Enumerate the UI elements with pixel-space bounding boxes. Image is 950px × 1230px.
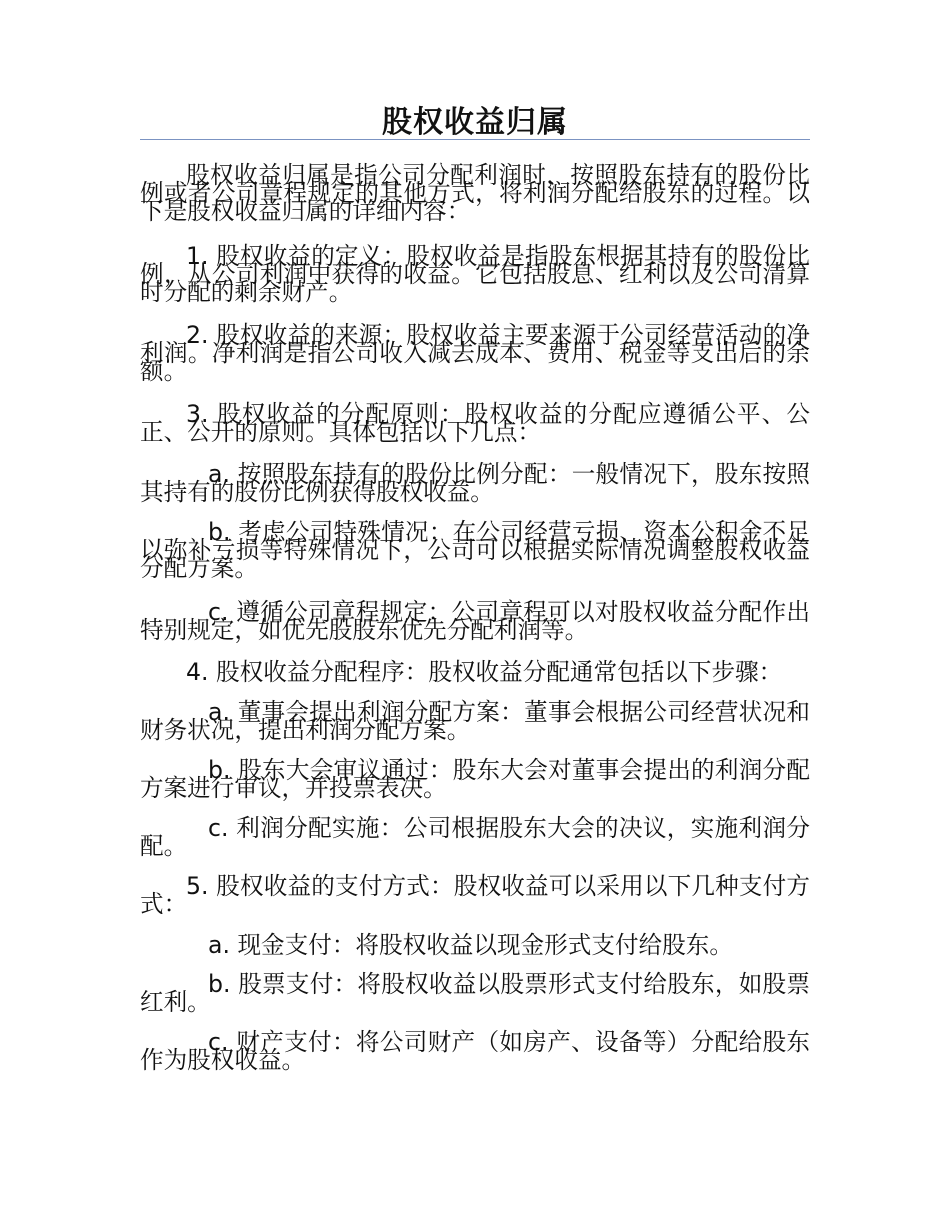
paragraph-principles: 3. 股权收益的分配原则：股权收益的分配应遵循公平、公正、公开的原则。具体包括以下几点： xyxy=(140,400,810,446)
paragraph-procedure: 4. 股权收益分配程序：股权收益分配通常包括以下步骤： xyxy=(186,658,783,686)
title-underline xyxy=(140,139,810,140)
paragraph-payment: 5. 股权收益的支付方式：股权收益可以采用以下几种支付方式： xyxy=(140,872,810,918)
paragraph-principle-c: c. 遵循公司章程规定：公司章程可以对股权收益分配作出特别规定，如优先股股东优先分配利润等。 xyxy=(140,598,810,644)
paragraph-source: 2. 股权收益的来源：股权收益主要来源于公司经营活动的净利润。净利润是指公司收入减去成本、费用、税金等支出后的余额。 xyxy=(140,321,810,385)
paragraph-procedure-c: c. 利润分配实施：公司根据股东大会的决议，实施利润分配。 xyxy=(140,814,810,860)
paragraph-procedure-b: b. 股东大会审议通过：股东大会对董事会提出的利润分配方案进行审议，并投票表决。 xyxy=(140,756,810,802)
paragraph-payment-a: a. 现金支付：将股权收益以现金形式支付给股东。 xyxy=(208,931,733,959)
paragraph-principle-b: b. 考虑公司特殊情况：在公司经营亏损、资本公积金不足以弥补亏损等特殊情况下，公司可以根据实际情况调整股权收益分配方案。 xyxy=(140,518,810,582)
document-title: 股权收益归属 xyxy=(382,105,568,140)
paragraph-payment-b: b. 股票支付：将股权收益以股票形式支付给股东，如股票红利。 xyxy=(140,970,810,1016)
paragraph-procedure-a: a. 董事会提出利润分配方案：董事会根据公司经营状况和财务状况，提出利润分配方案。 xyxy=(140,698,810,744)
paragraph-payment-c: c. 财产支付：将公司财产（如房产、设备等）分配给股东作为股权收益。 xyxy=(140,1028,810,1074)
paragraph-definition: 1. 股权收益的定义：股权收益是指股东根据其持有的股份比例，从公司利润中获得的收益。它包括股息、红利以及公司清算时分配的剩余财产。 xyxy=(140,242,810,306)
paragraph-principle-a: a. 按照股东持有的股份比例分配：一般情况下，股东按照其持有的股份比例获得股权收益。 xyxy=(140,460,810,506)
paragraph-intro: 股权收益归属是指公司分配利润时，按照股东持有的股份比例或者公司章程规定的其他方式，将利润分配给股东的过程。以下是股权收益归属的详细内容： xyxy=(140,161,810,225)
